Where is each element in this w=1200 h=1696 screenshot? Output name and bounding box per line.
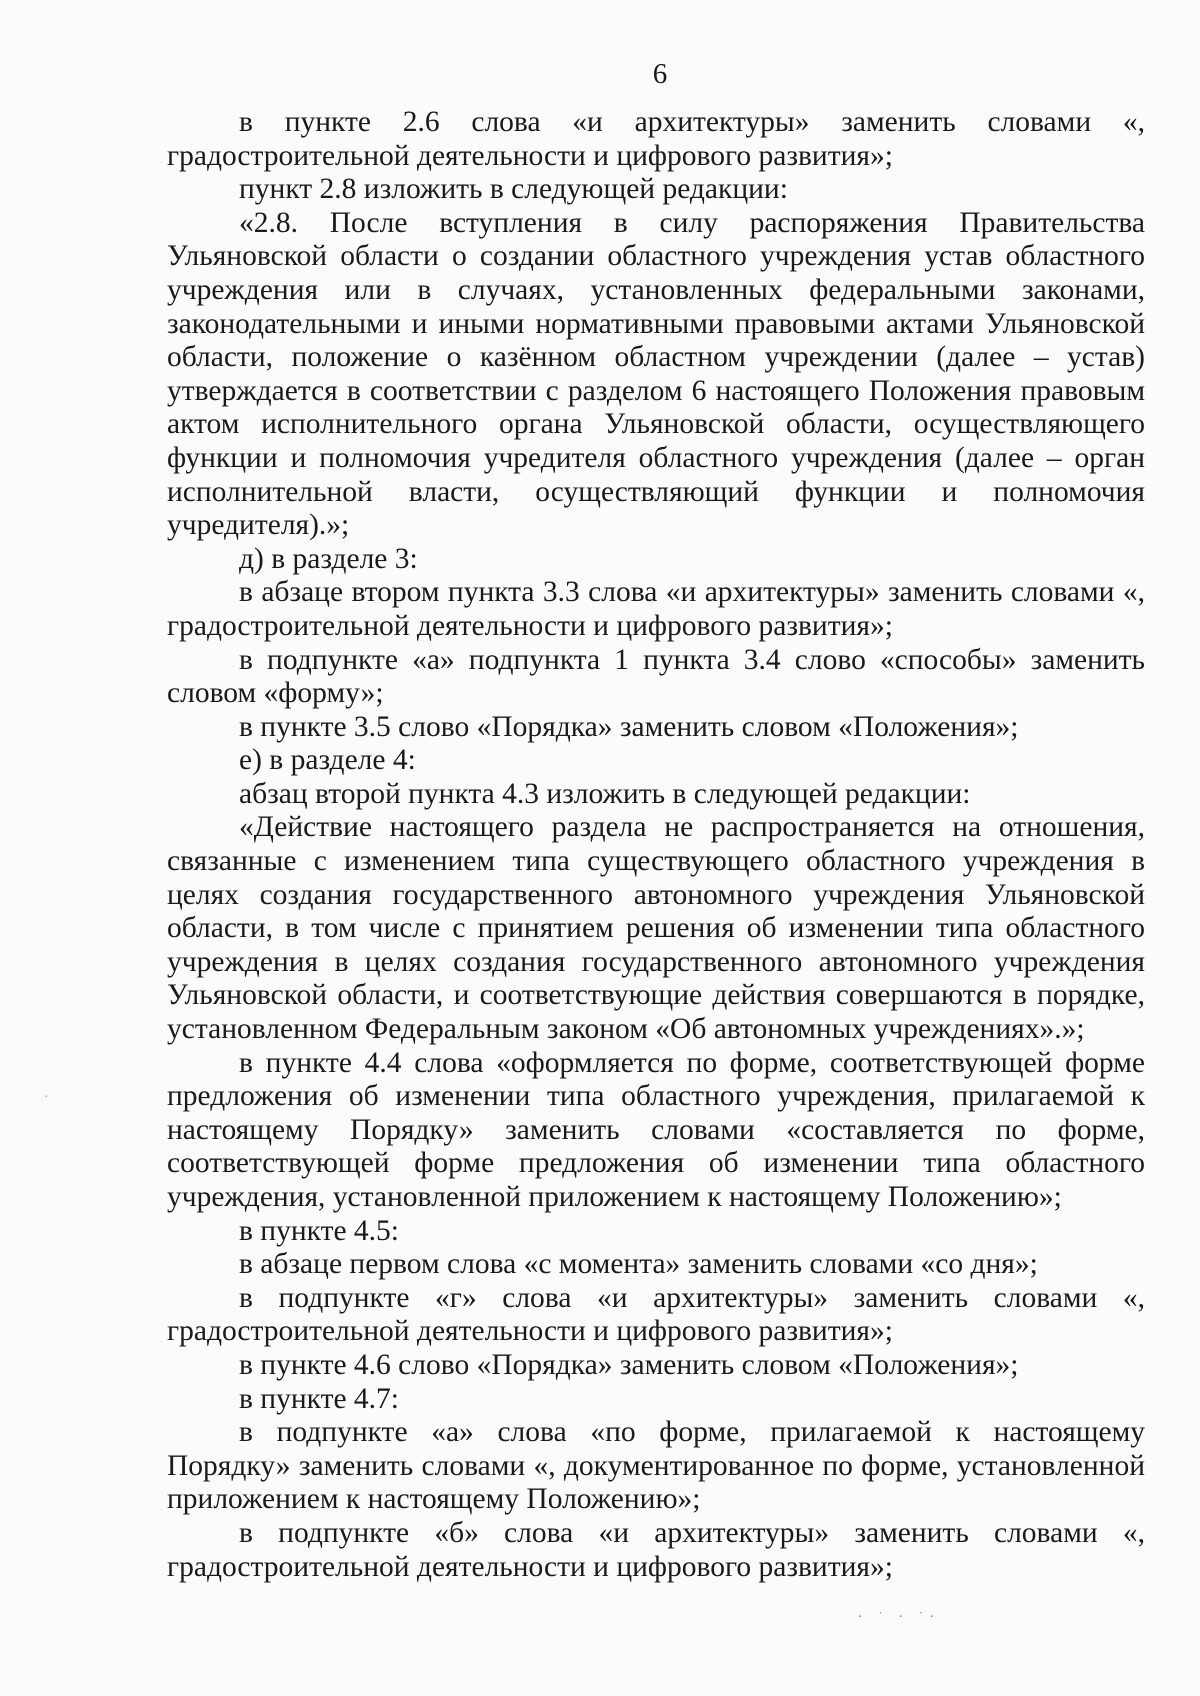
paragraph-amend-4-4: в пункте 4.4 слова «оформляется по форме, соответствующей форме предложения об изменении типа областного учреждения, прилагаемой к настоящему Порядку» заменить словами «составляется по форме, соответствующей форме предложения об изменении типа областного учреждения, установленной приложением к настоящему Положению»;	[167, 1046, 1145, 1213]
paragraph-amend-4-7-a: в подпункте «а» слова «по форме, прилагаемой к настоящему Порядку» заменить словами «, документированное по форме, установленной приложением к настоящему Положению»;	[167, 1416, 1145, 1516]
paragraph-amend-4-5-g: в подпункте «г» слова «и архитектуры» заменить словами «, градостроительной деятельности и цифрового развития»;	[167, 1281, 1145, 1348]
scan-speck: ·	[44, 1090, 49, 1105]
paragraph-intro-2-8: пункт 2.8 изложить в следующей редакции:	[239, 173, 788, 206]
paragraph-amend-4-5-first: в абзаце первом слова «с момента» заменить словами «со дня»;	[239, 1248, 1038, 1281]
paragraph-section-3-heading: д) в разделе 3:	[239, 542, 418, 575]
scan-specks: ⋅ ˙ ⋅ ˙⋅	[857, 1610, 940, 1625]
paragraph-intro-4-3: абзац второй пункта 4.3 изложить в следующей редакции:	[239, 777, 971, 810]
paragraph-amend-3-5: в пункте 3.5 слово «Порядка» заменить словом «Положения»;	[239, 710, 1019, 743]
paragraph-intro-4-7: в пункте 4.7:	[239, 1382, 400, 1415]
paragraph-amend-3-3: в абзаце втором пункта 3.3 слова «и архитектуры» заменить словами «, градостроительной деятельности и цифрового развития»;	[167, 576, 1145, 642]
paragraph-amend-3-4: в подпункте «а» подпункта 1 пункта 3.4 слово «способы» заменить словом «форму»;	[167, 643, 1145, 710]
paragraph-new-4-3: «Действие настоящего раздела не распространяется на отношения, связанные с изменением типа существующего областного учреждения в целях создания государственного автономного учреждения Ульяновской области, в том числе с принятием решения об изменении типа областного учреждения в целях создания государственного автономного учреждения Ульяновской области, и соответствующие действия совершаются в порядке, установленном Федеральным законом «Об автономных учреждениях».»;	[167, 811, 1145, 1046]
paragraph-amend-4-7-b: в подпункте «б» слова «и архитектуры» заменить словами «, градостроительной деятельности и цифрового развития»;	[167, 1516, 1145, 1583]
paragraph-section-4-heading: е) в разделе 4:	[239, 744, 416, 777]
paragraph-amend-4-6: в пункте 4.6 слово «Порядка» заменить словом «Положения»;	[239, 1348, 1019, 1381]
paragraph-new-2-8: «2.8. После вступления в силу распоряжения Правительства Ульяновской области о создании областного учреждения устав областного учреждения или в случаях, установленных федеральными законами, законодательными и иными нормативными правовыми актами Ульяновской области, положение о казённом областном учреждении (далее – устав) утверждается в соответствии с разделом 6 настоящего Положения правовым актом исполнительного органа Ульяновской области, осуществляющего функции и полномочия учредителя областного учреждения (далее – орган исполнительной власти, осуществляющий функции и полномочия учредителя).»;	[167, 206, 1145, 542]
page-number: 6	[652, 58, 668, 90]
paragraph-amend-2-6: в пункте 2.6 слова «и архитектуры» заменить словами «, градостроительной деятельности и цифрового развития»;	[167, 106, 1145, 172]
document-body	[167, 106, 1145, 1584]
paragraph-intro-4-5: в пункте 4.5:	[239, 1214, 400, 1247]
